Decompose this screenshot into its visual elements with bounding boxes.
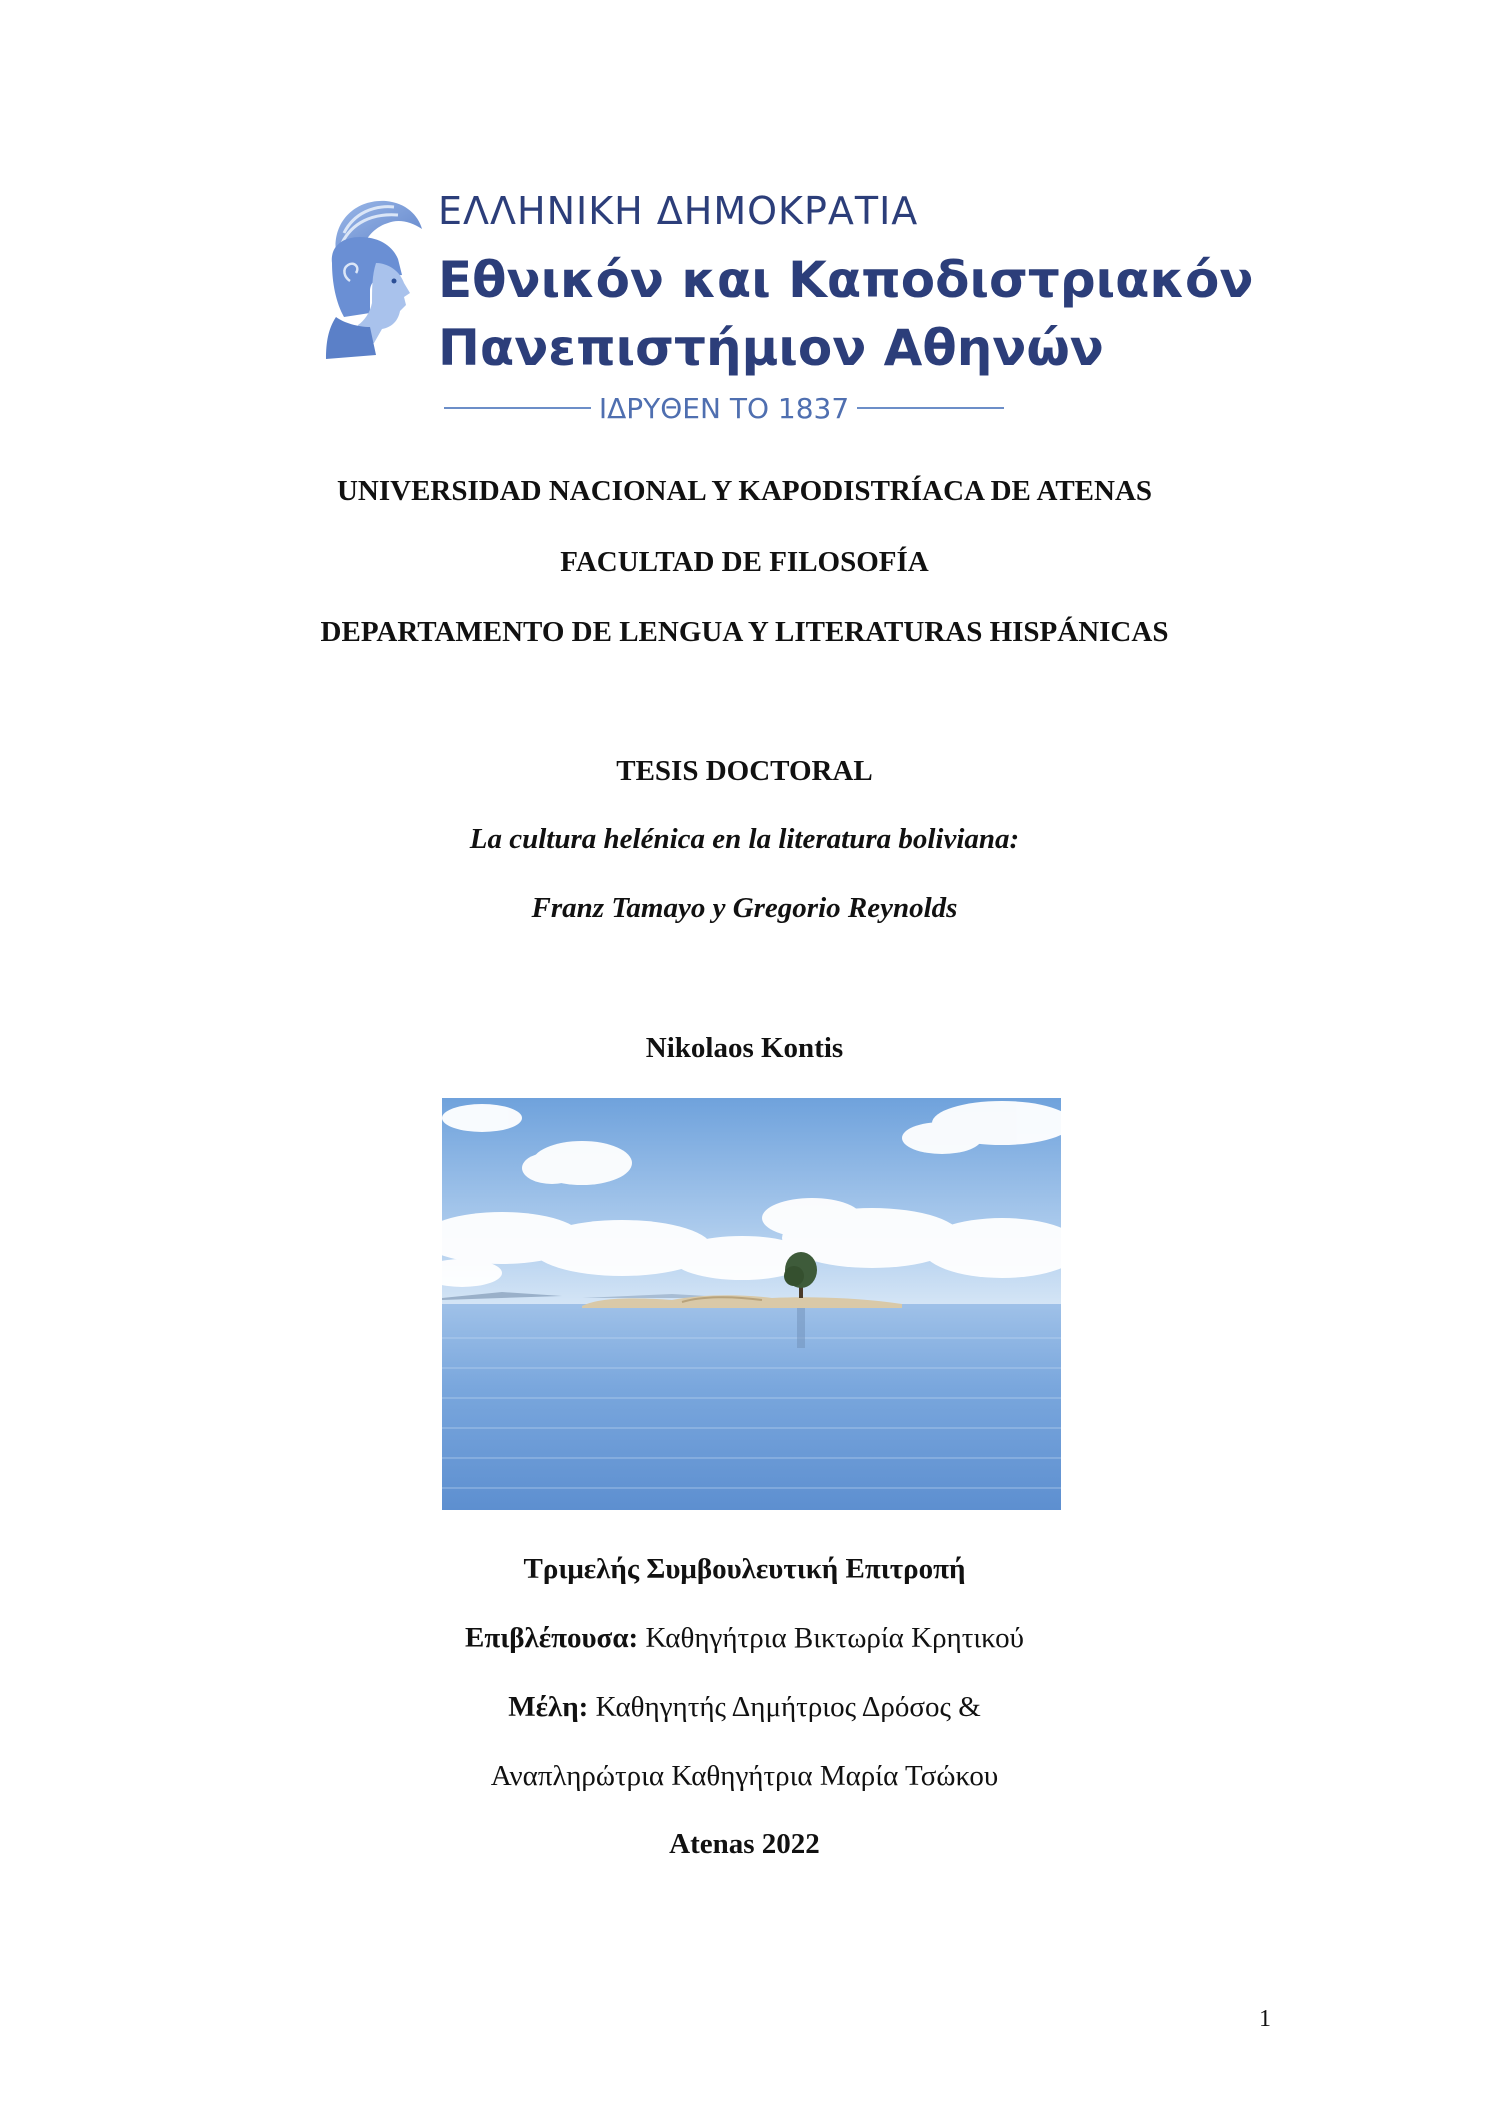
university-logo <box>314 185 1254 425</box>
logo-country-text: ΕΛΛΗΝΙΚΗ ΔΗΜΟΚΡΑΤΙΑ <box>438 189 919 233</box>
author-name: Nikolaos Kontis <box>645 1032 844 1064</box>
athena-head-emblem-icon <box>314 193 434 363</box>
logo-founded-text: ΙΔΡΥΘΕΝ ΤΟ 1837 <box>598 391 850 425</box>
thesis-title-line2: Franz Tamayo y Gregorio Reynolds <box>531 892 958 924</box>
page-number: 1 <box>1259 2006 1271 2032</box>
members-line1: Καθηγητής Δημήτριος Δρόσος & <box>588 1691 981 1723</box>
thesis-type: TESIS DOCTORAL <box>616 755 873 787</box>
place-date: Atenas 2022 <box>669 1828 820 1860</box>
logo-university-name-line1: Εθνικόν και Καποδιστριακόν <box>438 251 1254 309</box>
members-label: Μέλη: <box>508 1691 589 1723</box>
committee-supervisor <box>0 1620 1489 1656</box>
lake-island-photo <box>442 1098 1061 1510</box>
cover-photo <box>442 1098 1061 1510</box>
department-heading: DEPARTAMENTO DE LENGUA Y LITERATURAS HISPÁNICAS <box>320 616 1169 648</box>
university-heading: UNIVERSIDAD NACIONAL Y KAPODISTRÍACA DE ATENAS <box>336 475 1153 507</box>
committee-heading: Τριμελής Συμβουλευτική Επιτροπή <box>523 1553 966 1585</box>
committee-members <box>0 1689 1489 1725</box>
logo-university-name-line2: Πανεπιστήμιον Αθηνών <box>438 319 1104 377</box>
logo-rule-left <box>444 407 591 409</box>
members-line2: Αναπληρώτρια Καθηγήτρια Μαρία Τσώκου <box>490 1760 999 1792</box>
logo-rule-right <box>857 407 1004 409</box>
thesis-title-line1: La cultura helénica en la literatura boliviana: <box>469 823 1020 855</box>
supervisor-label: Επιβλέπουσα: <box>464 1622 639 1654</box>
supervisor-name: Καθηγήτρια Βικτωρία Κρητικού <box>638 1622 1024 1654</box>
faculty-heading: FACULTAD DE FILOSOFÍA <box>560 546 929 578</box>
logo-founded-row <box>444 388 1004 428</box>
